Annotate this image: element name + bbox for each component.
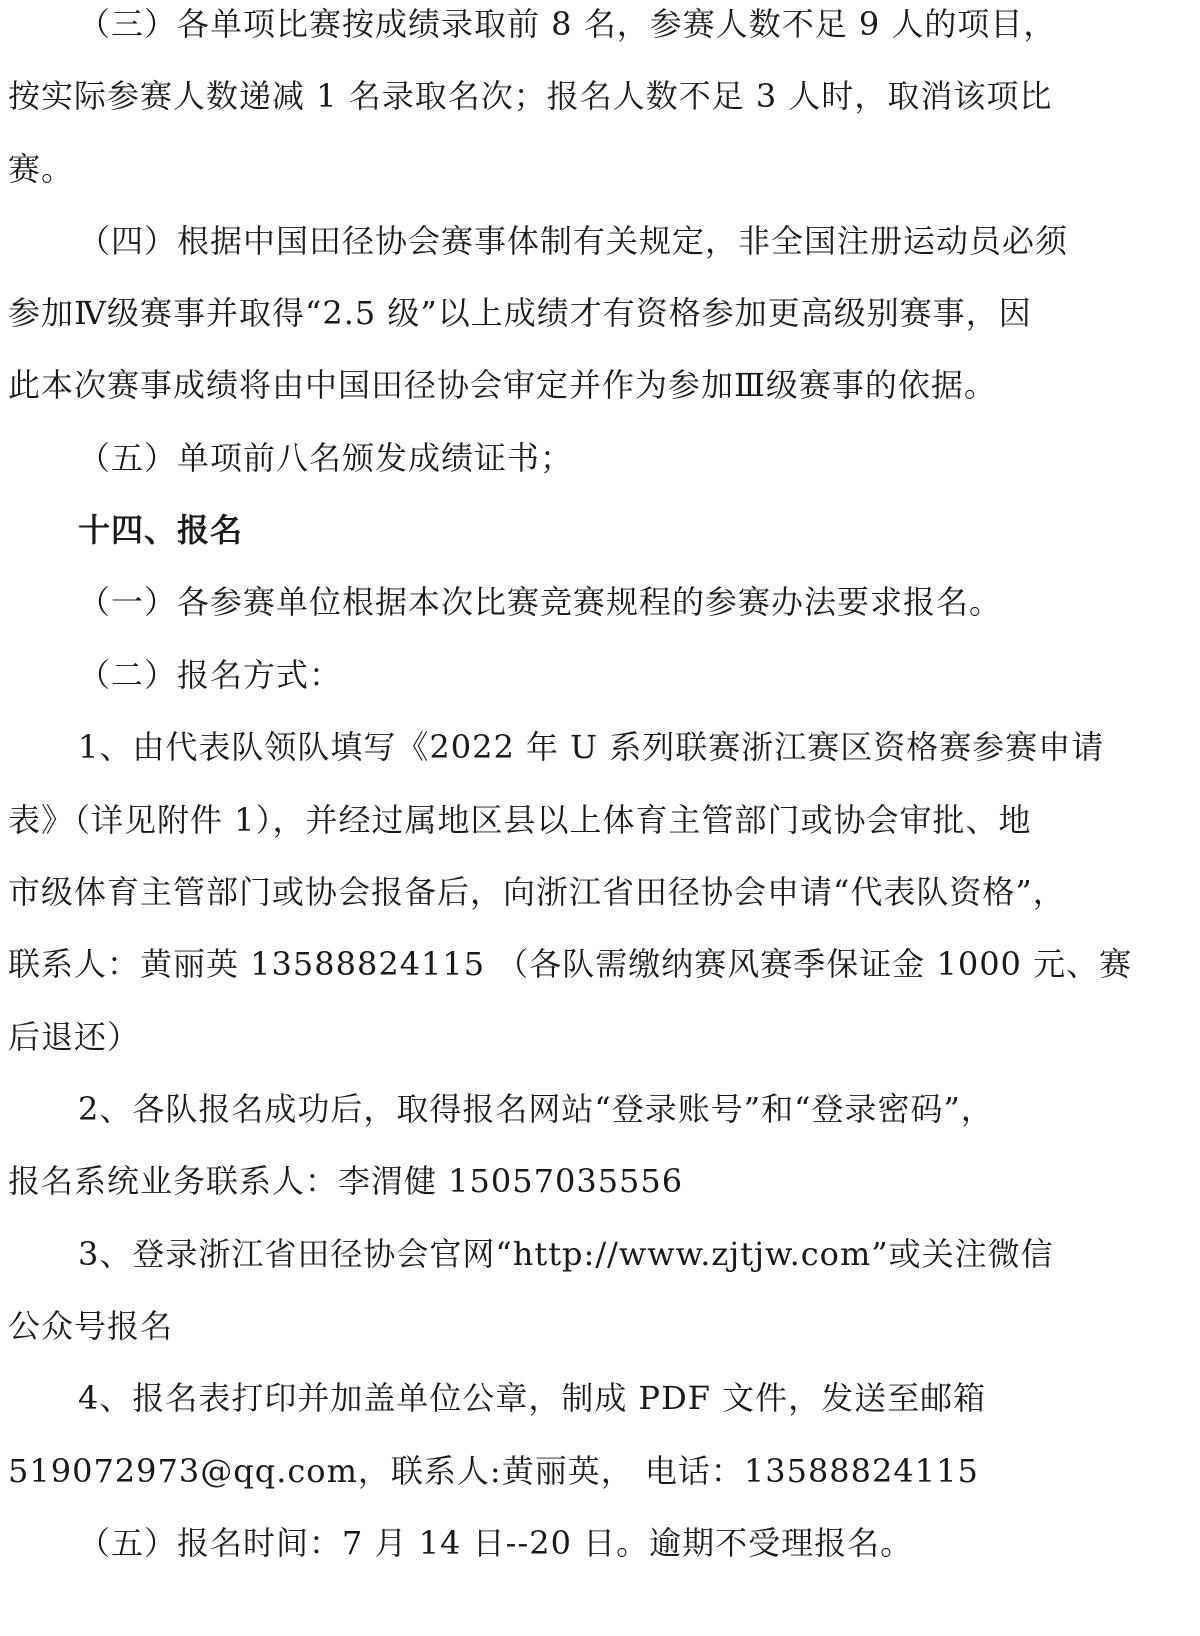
paragraph-line: （四）根据中国田径协会赛事体制有关规定，非全国注册运动员必须 (78, 222, 1069, 260)
paragraph-line: 报名系统业务联系人：李渭健 15057035556 (8, 1162, 684, 1200)
paragraph-line: 公众号报名 (8, 1307, 174, 1345)
paragraph-line: （五）单项前八名颁发成绩证书； (78, 439, 574, 477)
paragraph-line: 1、由代表队领队填写《2022 年 U 系列联赛浙江赛区资格赛参赛申请 (78, 728, 1105, 766)
paragraph-line: 2、各队报名成功后，取得报名网站“登录账号”和“登录密码”， (78, 1090, 994, 1128)
paragraph-line: 此本次赛事成绩将由中国田径协会审定并作为参加Ⅲ级赛事的依据。 (8, 366, 997, 404)
paragraph-line: 赛。 (8, 150, 75, 188)
paragraph-line: 参加Ⅳ级赛事并取得“2.5 级”以上成绩才有资格参加更高级别赛事，因 (8, 294, 1032, 332)
paragraph-line: （一）各参赛单位根据本次比赛竞赛规程的参赛办法要求报名。 (78, 583, 1003, 621)
paragraph-line: 市级体育主管部门或协会报备后，向浙江省田径协会申请“代表队资格”， (8, 873, 1066, 911)
paragraph-line: （二）报名方式： (78, 656, 343, 694)
paragraph-line: 4、报名表打印并加盖单位公章，制成 PDF 文件，发送至邮箱 (78, 1379, 987, 1417)
paragraph-line: 519072973@qq.com，联系人:黄丽英， 电话：13588824115 (8, 1452, 979, 1490)
paragraph-line: （三）各单项比赛按成绩录取前 8 名，参赛人数不足 9 人的项目， (78, 5, 1057, 43)
paragraph-line: （五）报名时间：7 月 14 日--20 日。逾期不受理报名。 (78, 1524, 914, 1562)
paragraph-line: 按实际参赛人数递减 1 名录取名次；报名人数不足 3 人时，取消该项比 (8, 77, 1053, 115)
paragraph-line: 后退还） (8, 1018, 141, 1056)
paragraph-line: 表》（详见附件 1），并经过属地区县以上体育主管部门或协会审批、地 (8, 801, 1032, 839)
paragraph-line: 联系人：黄丽英 13588824115 （各队需缴纳赛风赛季保证金 1000 元、赛 (8, 945, 1133, 983)
paragraph-line: 3、登录浙江省田径协会官网“http://www.zjtjw.com”或关注微信 (78, 1235, 1054, 1273)
section-heading: 十四、报名 (78, 511, 244, 549)
